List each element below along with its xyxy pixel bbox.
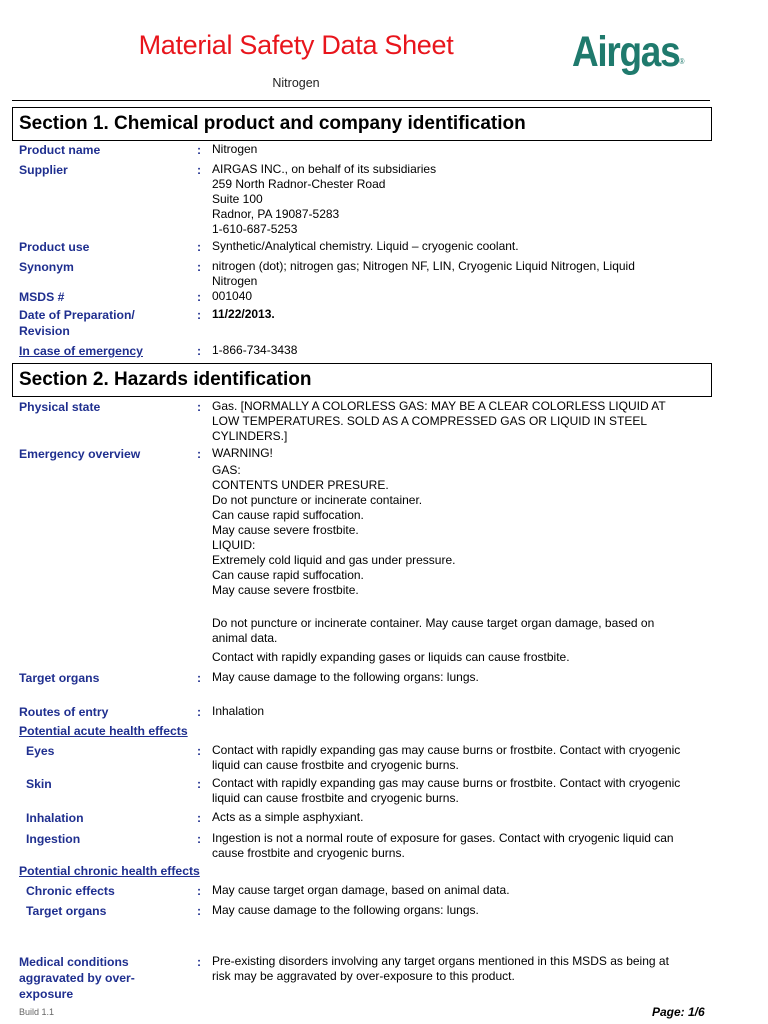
chronic-effects-label: Chronic effects [26, 884, 115, 898]
colon: : [197, 240, 202, 254]
colon: : [197, 671, 202, 685]
inhalation-value: Acts as a simple asphyxiant. [212, 810, 364, 824]
colon: : [197, 344, 202, 358]
routes-label: Routes of entry [19, 705, 109, 719]
msds-label: MSDS # [19, 290, 65, 304]
synonym-label: Synonym [19, 260, 74, 274]
medical-conditions-label: Medical conditions aggravated by over- exposure [19, 955, 135, 1001]
colon: : [197, 308, 202, 322]
synonym-value: nitrogen (dot); nitrogen gas; Nitrogen NF, LIN, Cryogenic Liquid Nitrogen, Liquid Nitrogen [212, 259, 635, 288]
physical-state-label: Physical state [19, 400, 101, 414]
product-subtitle: Nitrogen [272, 76, 320, 90]
eyes-label: Eyes [26, 744, 55, 758]
colon: : [197, 884, 202, 898]
header-rule [12, 100, 710, 101]
product-name-label: Product name [19, 143, 101, 157]
product-use-value: Synthetic/Analytical chemistry. Liquid – cryogenic coolant. [212, 239, 519, 253]
colon: : [197, 143, 202, 157]
chronic-target-organs-label: Target organs [26, 904, 107, 918]
colon: : [197, 163, 202, 177]
date-value: 11/22/2013. [212, 307, 275, 321]
colon: : [197, 832, 202, 846]
chronic-effects-value: May cause target organ damage, based on animal data. [212, 883, 510, 897]
colon: : [197, 705, 202, 719]
emergency-overview-label: Emergency overview [19, 447, 141, 461]
colon: : [197, 904, 202, 918]
section-2-heading: Section 2. Hazards identification [12, 363, 712, 397]
section-1-heading: Section 1. Chemical product and company identification [12, 107, 712, 141]
medical-conditions-value: Pre-existing disorders involving any target organs mentioned in this MSDS as being at risk may be aggravated by over-exposure to this product. [212, 954, 669, 983]
emergency-overview-value: WARNING! GAS: CONTENTS UNDER PRESURE. Do not puncture or incinerate container. Can cause rapid suffocation. May cause severe frostbite. LIQUID: Extremely cold liquid and gas under pressure. Can cause rapid suffocation. May cause severe frostbite. Do not puncture or incinerate container. May cause target organ damage, based on animal data. Contact with rapidly expanding gases or liquids can cause frostbite. [212, 446, 655, 664]
physical-state-value: Gas. [NORMALLY A COLORLESS GAS: MAY BE A CLEAR COLORLESS LIQUID AT LOW TEMPERATURES. SOLD AS A COMPRESSED GAS OR LIQUID IN STEEL CYLINDERS.] [212, 399, 666, 443]
target-organs-label: Target organs [19, 671, 100, 685]
target-organs-value: May cause damage to the following organs: lungs. [212, 670, 479, 684]
skin-label: Skin [26, 777, 52, 791]
colon: : [197, 811, 202, 825]
ingestion-label: Ingestion [26, 832, 81, 846]
logo-text: Airgas [572, 28, 680, 76]
product-name-value: Nitrogen [212, 142, 258, 156]
colon: : [197, 260, 202, 274]
emergency-label[interactable]: In case of emergency [19, 344, 143, 358]
routes-value: Inhalation [212, 704, 265, 718]
skin-value: Contact with rapidly expanding gas may cause burns or frostbite. Contact with cryogenic liquid can cause frostbite and cryogenic burns. [212, 776, 681, 805]
colon: : [197, 447, 202, 461]
supplier-label: Supplier [19, 163, 68, 177]
airgas-logo [572, 28, 683, 77]
msds-value: 001040 [212, 289, 253, 303]
build-label: Build 1.1 [19, 1007, 55, 1017]
chronic-effects-heading[interactable]: Potential chronic health effects [19, 864, 200, 878]
colon: : [197, 400, 202, 414]
product-use-label: Product use [19, 240, 90, 254]
emergency-value: 1-866-734-3438 [212, 343, 298, 357]
logo-registered-mark: ® [679, 57, 684, 66]
eyes-value: Contact with rapidly expanding gas may cause burns or frostbite. Contact with cryogenic liquid can cause frostbite and cryogenic burns. [212, 743, 681, 772]
chronic-target-organs-value: May cause damage to the following organs: lungs. [212, 903, 479, 917]
document-title: Material Safety Data Sheet [138, 30, 454, 60]
colon: : [197, 955, 202, 969]
supplier-value: AIRGAS INC., on behalf of its subsidiaries 259 North Radnor-Chester Road Suite 100 Radnor, PA 19087-5283 1-610-687-5253 [212, 162, 437, 236]
colon: : [197, 744, 202, 758]
inhalation-label: Inhalation [26, 811, 84, 825]
colon: : [197, 777, 202, 791]
ingestion-value: Ingestion is not a normal route of exposure for gases. Contact with cryogenic liquid can cause frostbite and cryogenic burns. [212, 831, 674, 860]
acute-effects-heading[interactable]: Potential acute health effects [19, 724, 188, 738]
colon: : [197, 290, 202, 304]
page-number: Page: 1/6 [652, 1005, 705, 1019]
date-label: Date of Preparation/ Revision [19, 308, 135, 338]
